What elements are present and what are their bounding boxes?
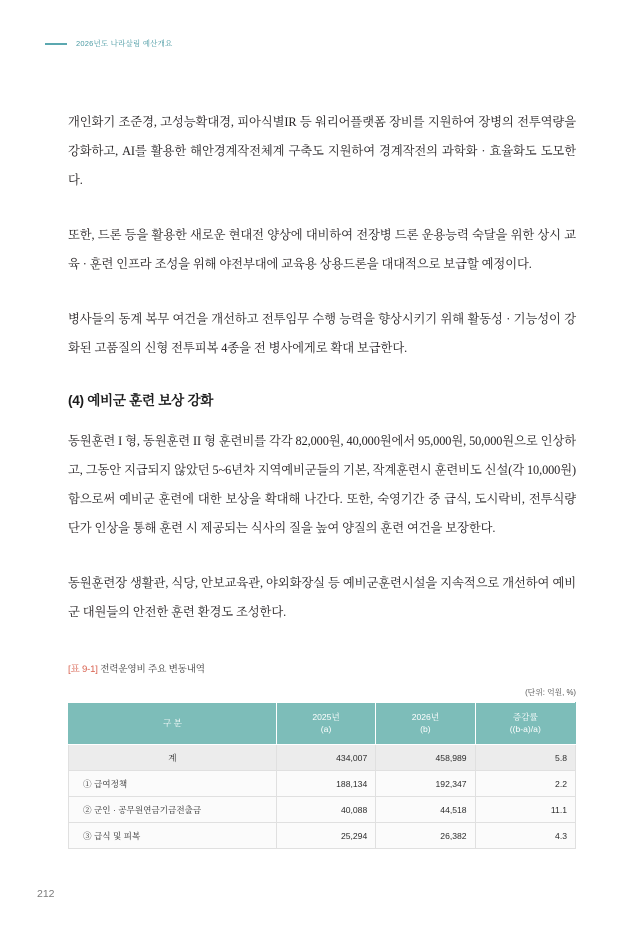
row-value-2026: 192,347 bbox=[376, 771, 475, 797]
column-header-2026-line1: 2026년 bbox=[411, 711, 440, 722]
table-caption-text: 전력운영비 주요 변동내역 bbox=[100, 664, 205, 675]
table-unit-note: (단위: 억원, %) bbox=[525, 688, 576, 697]
row-label: ② 군인 · 공무원연금기금전출금 bbox=[69, 797, 277, 823]
row-value-2026: 26,382 bbox=[376, 823, 475, 849]
section-paragraph-2: 동원훈련장 생활관, 식당, 안보교육관, 야외화장실 등 예비군훈련시설을 지속적으로 개선하여 예비군 대원들의 안전한 훈련 환경도 조성한다. bbox=[68, 576, 576, 619]
section-paragraph-1: 동원훈련 I 형, 동원훈련 II 형 훈련비를 각각 82,000원, 40,000원에서 95,000원, 50,000원으로 인상하고, 그동안 지급되지 않았던 5~6년차 지역예비군들의 기본, 작계훈련시 훈련비도 신설(각 10,000원)함으로써 예비군 훈련에 대한 보상을 확대해 나간다. 또한, 숙영기간 중 급식, 도시락비, 전투식량 단가 인상을 통해 훈련 시 제공되는 식사의 질을 높여 양질의 훈련 여건을 보장한다. bbox=[68, 434, 576, 535]
header-rule bbox=[45, 43, 67, 45]
column-header-division: 구 분 bbox=[69, 703, 277, 745]
row-value-2025: 188,134 bbox=[276, 771, 375, 797]
column-header-2025-line1: 2025년 bbox=[312, 711, 340, 722]
header-title: 2026년도 나라살림 예산개요 bbox=[76, 39, 173, 48]
column-header-2026-line2: (b) bbox=[420, 723, 431, 734]
paragraph-1: 개인화기 조준경, 고성능확대경, 피아식별IR 등 워리어플랫폼 장비를 지원하여 장병의 전투역량을 강화하고, AI를 활용한 해안경계작전체계 구축도 지원하여 경계작전의 과학화 · 효율화도 도모한다. bbox=[68, 115, 576, 187]
row-value-2025: 434,007 bbox=[276, 745, 375, 771]
table-caption-label: [표 9-1] bbox=[68, 664, 98, 675]
row-label: ① 급여정책 bbox=[69, 771, 277, 797]
row-value-rate: 2.2 bbox=[475, 771, 575, 797]
table-row bbox=[69, 745, 576, 771]
section-heading: (4) 예비군 훈련 보상 강화 bbox=[68, 393, 214, 408]
paragraph-3: 병사들의 동계 복무 여건을 개선하고 전투임무 수행 능력을 향상시키기 위해 활동성 · 기능성이 강화된 고품질의 신형 전투피복 4종을 전 병사에게로 확대 보급한다. bbox=[68, 312, 576, 355]
table-row bbox=[69, 771, 576, 797]
table-caption bbox=[68, 661, 576, 675]
budget-table bbox=[68, 702, 576, 849]
table-row bbox=[69, 823, 576, 849]
column-header-rate bbox=[475, 703, 575, 745]
column-header-rate-line2: ((b-a)/a) bbox=[509, 723, 541, 734]
row-value-2026: 458,989 bbox=[376, 745, 475, 771]
column-header-2026 bbox=[376, 703, 475, 745]
running-header bbox=[45, 38, 173, 49]
row-value-2025: 40,088 bbox=[276, 797, 375, 823]
row-label: ③ 급식 및 피복 bbox=[69, 823, 277, 849]
table-head bbox=[69, 703, 576, 745]
row-value-rate: 11.1 bbox=[475, 797, 575, 823]
column-header-rate-line1: 증감률 bbox=[512, 711, 538, 722]
row-label: 계 bbox=[69, 745, 277, 771]
table-row bbox=[69, 797, 576, 823]
page-number: 212 bbox=[37, 888, 55, 900]
row-value-2026: 44,518 bbox=[376, 797, 475, 823]
column-header-2025 bbox=[276, 703, 375, 745]
row-value-2025: 25,294 bbox=[276, 823, 375, 849]
table-body bbox=[69, 745, 576, 849]
column-header-2025-line2: (a) bbox=[320, 723, 332, 734]
table-header-row bbox=[69, 703, 576, 745]
page-content bbox=[68, 108, 576, 849]
row-value-rate: 4.3 bbox=[475, 823, 575, 849]
table-block bbox=[68, 661, 576, 849]
paragraph-2: 또한, 드론 등을 활용한 새로운 현대전 양상에 대비하여 전장병 드론 운용능력 숙달을 위한 상시 교육 · 훈련 인프라 조성을 위해 야전부대에 교육용 상용드론을 대대적으로 보급할 예정이다. bbox=[68, 228, 576, 271]
row-value-rate: 5.8 bbox=[475, 745, 575, 771]
